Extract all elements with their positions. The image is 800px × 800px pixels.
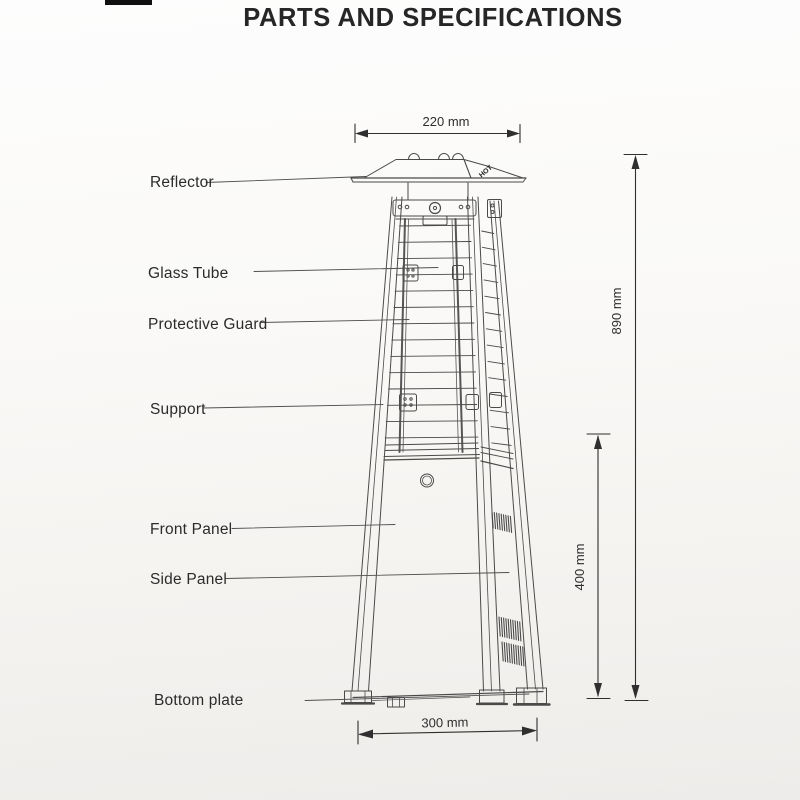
dim-label-overall-height: 890 mm [609,287,624,335]
reflector [351,154,526,183]
label-side-panel: Side Panel [150,571,227,588]
dimension-base-width [358,715,537,744]
vent-grille-icon [499,617,521,641]
vent-grille-icon [492,512,512,532]
burner-assembly [393,200,502,226]
label-bottom-plate: Bottom plate [154,692,244,709]
vent-grille-icon [502,642,524,666]
part-labels [148,174,268,709]
reflector-posts [408,183,468,200]
dimension-panel-height [572,434,610,699]
page-title: PARTS AND SPECIFICATIONS [243,4,623,32]
dimension-overall-height [609,155,648,701]
dimension-top-width [355,114,520,143]
glass-tube [400,219,463,452]
label-glass-tube: Glass Tube [148,265,229,282]
label-support: Support [150,401,206,418]
wing-nut-icon [409,154,420,160]
hot-warning-sticker: HOT [478,164,494,180]
wing-nut-icon [453,154,464,160]
dim-label-top-width: 220 mm [422,114,470,129]
label-front-panel: Front Panel [150,521,233,538]
dim-label-panel-height: 400 mm [572,543,587,591]
wing-nut-icon [439,154,450,160]
label-protective-guard: Protective Guard [148,316,268,333]
front-panel [384,458,479,487]
feet [342,688,550,707]
dim-label-base-width: 300 mm [421,714,469,731]
label-reflector: Reflector [150,174,214,191]
